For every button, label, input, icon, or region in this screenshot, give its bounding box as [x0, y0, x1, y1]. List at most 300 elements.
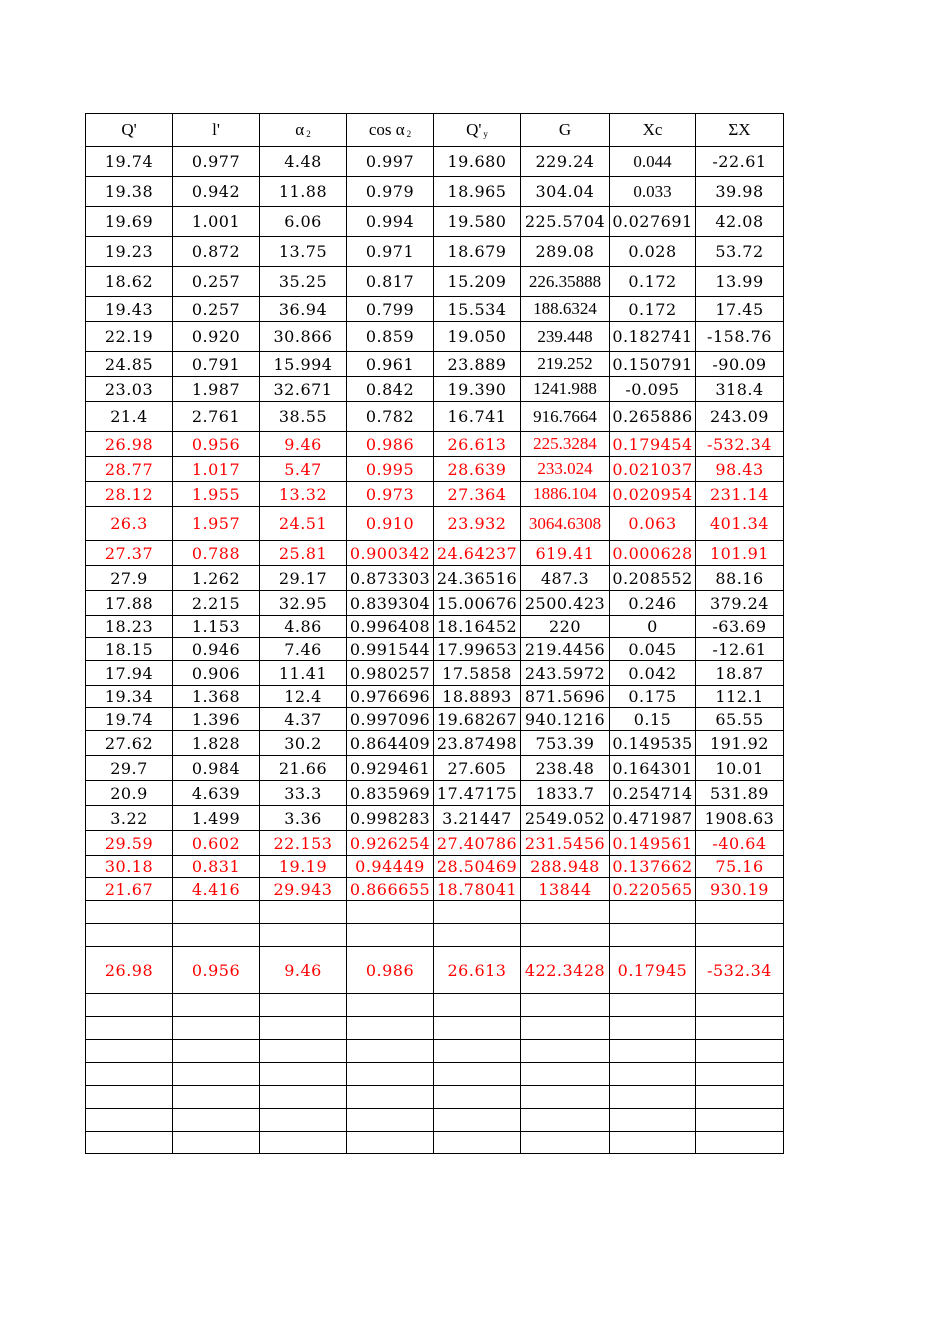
table-row — [86, 1040, 784, 1063]
cell-sum-x: 75.16 — [696, 856, 784, 878]
cell-cos-alpha2 — [347, 994, 434, 1017]
table-row — [86, 352, 784, 377]
table-row — [86, 924, 784, 947]
cell-xc: 0.182741 — [610, 322, 696, 352]
header-label: Xc — [642, 120, 663, 139]
cell-q-prime — [86, 994, 173, 1017]
cell-l-prime: 1.017 — [173, 457, 260, 482]
table-row — [86, 267, 784, 297]
table-row — [86, 1063, 784, 1086]
cell-xc: -0.095 — [610, 377, 696, 402]
cell-sum-x: 231.14 — [696, 482, 784, 507]
cell-l-prime: 0.956 — [173, 947, 260, 994]
cell-sum-x: 42.08 — [696, 207, 784, 237]
cell-l-prime: 0.788 — [173, 541, 260, 566]
cell-xc: 0.020954 — [610, 482, 696, 507]
cell-q-prime: 28.77 — [86, 457, 173, 482]
header-label: G — [558, 120, 572, 139]
cell-alpha2: 6.06 — [260, 207, 347, 237]
cell-alpha2: 30.2 — [260, 731, 347, 756]
cell-cos-alpha2: 0.971 — [347, 237, 434, 267]
cell-cos-alpha2: 0.873303 — [347, 566, 434, 591]
cell-xc: 0.149535 — [610, 731, 696, 756]
header-label: Q' — [121, 120, 137, 139]
header-sum-x — [696, 114, 784, 147]
cell-q-prime-y: 23.932 — [434, 507, 521, 541]
header-label: α — [295, 120, 305, 139]
cell-q-prime-y: 18.8893 — [434, 686, 521, 708]
cell-xc: 0.179454 — [610, 432, 696, 457]
cell-sum-x — [696, 994, 784, 1017]
cell-sum-x — [696, 1017, 784, 1040]
cell-cos-alpha2: 0.980257 — [347, 661, 434, 686]
table-row — [86, 1132, 784, 1154]
cell-l-prime — [173, 901, 260, 924]
cell-q-prime-y: 26.613 — [434, 947, 521, 994]
cell-q-prime — [86, 1040, 173, 1063]
cell-sum-x: 1908.63 — [696, 806, 784, 831]
cell-g: 13844 — [521, 878, 610, 901]
cell-q-prime: 18.62 — [86, 267, 173, 297]
cell-l-prime: 0.602 — [173, 831, 260, 856]
cell-q-prime: 18.15 — [86, 638, 173, 661]
cell-alpha2: 25.81 — [260, 541, 347, 566]
cell-xc: 0.027691 — [610, 207, 696, 237]
table-row — [86, 541, 784, 566]
cell-q-prime-y: 16.741 — [434, 402, 521, 432]
cell-q-prime — [86, 924, 173, 947]
header-row — [86, 114, 784, 147]
cell-sum-x — [696, 1063, 784, 1086]
cell-q-prime-y — [434, 1040, 521, 1063]
table-row — [86, 901, 784, 924]
cell-sum-x: -532.34 — [696, 432, 784, 457]
cell-xc — [610, 1063, 696, 1086]
cell-cos-alpha2: 0.900342 — [347, 541, 434, 566]
cell-l-prime: 2.215 — [173, 591, 260, 616]
cell-alpha2 — [260, 1109, 347, 1132]
cell-q-prime-y: 24.64237 — [434, 541, 521, 566]
cell-q-prime: 19.34 — [86, 686, 173, 708]
cell-xc: 0.471987 — [610, 806, 696, 831]
cell-q-prime-y: 18.679 — [434, 237, 521, 267]
cell-xc: 0.028 — [610, 237, 696, 267]
cell-alpha2: 35.25 — [260, 267, 347, 297]
cell-cos-alpha2 — [347, 1086, 434, 1109]
cell-cos-alpha2: 0.998283 — [347, 806, 434, 831]
cell-q-prime: 19.38 — [86, 177, 173, 207]
cell-g: 239.448 — [521, 322, 610, 352]
cell-xc: 0.042 — [610, 661, 696, 686]
cell-alpha2 — [260, 994, 347, 1017]
cell-sum-x: 379.24 — [696, 591, 784, 616]
cell-xc: 0.175 — [610, 686, 696, 708]
header-label: Q' — [466, 120, 482, 139]
cell-sum-x: 930.19 — [696, 878, 784, 901]
cell-sum-x: 13.99 — [696, 267, 784, 297]
cell-q-prime: 20.9 — [86, 781, 173, 806]
cell-cos-alpha2: 0.996408 — [347, 616, 434, 638]
cell-xc: 0.137662 — [610, 856, 696, 878]
cell-q-prime-y: 28.639 — [434, 457, 521, 482]
cell-alpha2 — [260, 1017, 347, 1040]
cell-sum-x — [696, 901, 784, 924]
cell-g: 226.35888 — [521, 267, 610, 297]
cell-alpha2: 3.36 — [260, 806, 347, 831]
cell-q-prime — [86, 1063, 173, 1086]
cell-q-prime: 3.22 — [86, 806, 173, 831]
cell-q-prime: 17.94 — [86, 661, 173, 686]
cell-q-prime-y: 19.680 — [434, 147, 521, 177]
cell-q-prime-y: 24.36516 — [434, 566, 521, 591]
cell-l-prime: 0.831 — [173, 856, 260, 878]
cell-alpha2: 12.4 — [260, 686, 347, 708]
cell-cos-alpha2: 0.986 — [347, 947, 434, 994]
cell-cos-alpha2: 0.842 — [347, 377, 434, 402]
cell-cos-alpha2: 0.995 — [347, 457, 434, 482]
table-row — [86, 322, 784, 352]
table-row — [86, 297, 784, 322]
cell-xc: 0.033 — [610, 177, 696, 207]
cell-l-prime — [173, 1086, 260, 1109]
table-row — [86, 638, 784, 661]
cell-l-prime: 0.946 — [173, 638, 260, 661]
table-body — [86, 147, 784, 1154]
cell-g: 233.024 — [521, 457, 610, 482]
cell-g: 619.41 — [521, 541, 610, 566]
cell-q-prime-y: 28.50469 — [434, 856, 521, 878]
cell-q-prime: 29.7 — [86, 756, 173, 781]
cell-g: 422.3428 — [521, 947, 610, 994]
cell-g — [521, 1132, 610, 1154]
cell-sum-x: -40.64 — [696, 831, 784, 856]
cell-q-prime-y: 15.00676 — [434, 591, 521, 616]
header-alpha2 — [260, 114, 347, 147]
cell-cos-alpha2: 0.864409 — [347, 731, 434, 756]
cell-cos-alpha2 — [347, 1063, 434, 1086]
cell-alpha2 — [260, 1132, 347, 1154]
cell-sum-x: 17.45 — [696, 297, 784, 322]
cell-cos-alpha2: 0.94449 — [347, 856, 434, 878]
cell-g: 1833.7 — [521, 781, 610, 806]
cell-g: 871.5696 — [521, 686, 610, 708]
cell-l-prime: 1.001 — [173, 207, 260, 237]
table-row — [86, 507, 784, 541]
cell-g: 231.5456 — [521, 831, 610, 856]
table-row — [86, 661, 784, 686]
cell-g: 304.04 — [521, 177, 610, 207]
cell-cos-alpha2: 0.986 — [347, 432, 434, 457]
cell-cos-alpha2: 0.859 — [347, 322, 434, 352]
cell-sum-x — [696, 1086, 784, 1109]
cell-q-prime-y: 23.889 — [434, 352, 521, 377]
header-label: ΣX — [728, 120, 751, 139]
cell-q-prime: 27.9 — [86, 566, 173, 591]
header-l-prime — [173, 114, 260, 147]
cell-q-prime: 24.85 — [86, 352, 173, 377]
cell-cos-alpha2: 0.817 — [347, 267, 434, 297]
cell-q-prime-y: 15.209 — [434, 267, 521, 297]
table-row — [86, 831, 784, 856]
cell-alpha2 — [260, 1063, 347, 1086]
cell-q-prime-y: 19.580 — [434, 207, 521, 237]
cell-xc: 0.045 — [610, 638, 696, 661]
cell-xc — [610, 1086, 696, 1109]
cell-q-prime: 27.37 — [86, 541, 173, 566]
table-row — [86, 1109, 784, 1132]
cell-q-prime-y: 18.16452 — [434, 616, 521, 638]
table-row — [86, 1017, 784, 1040]
cell-xc: 0.208552 — [610, 566, 696, 591]
cell-sum-x: 39.98 — [696, 177, 784, 207]
cell-cos-alpha2: 0.979 — [347, 177, 434, 207]
cell-q-prime: 30.18 — [86, 856, 173, 878]
cell-cos-alpha2: 0.991544 — [347, 638, 434, 661]
cell-alpha2: 24.51 — [260, 507, 347, 541]
cell-alpha2: 29.17 — [260, 566, 347, 591]
cell-sum-x: 191.92 — [696, 731, 784, 756]
cell-alpha2: 29.943 — [260, 878, 347, 901]
header-label: l' — [212, 120, 220, 139]
cell-sum-x: -63.69 — [696, 616, 784, 638]
cell-sum-x: 98.43 — [696, 457, 784, 482]
cell-g: 289.08 — [521, 237, 610, 267]
cell-g — [521, 1063, 610, 1086]
cell-q-prime: 26.98 — [86, 432, 173, 457]
header-xc — [610, 114, 696, 147]
cell-xc: 0.254714 — [610, 781, 696, 806]
cell-q-prime-y: 23.87498 — [434, 731, 521, 756]
cell-alpha2: 36.94 — [260, 297, 347, 322]
cell-q-prime-y — [434, 1109, 521, 1132]
cell-alpha2: 11.88 — [260, 177, 347, 207]
cell-l-prime: 1.262 — [173, 566, 260, 591]
cell-cos-alpha2: 0.926254 — [347, 831, 434, 856]
cell-alpha2: 11.41 — [260, 661, 347, 686]
cell-sum-x: -532.34 — [696, 947, 784, 994]
cell-g: 219.4456 — [521, 638, 610, 661]
cell-xc: 0.172 — [610, 267, 696, 297]
cell-cos-alpha2: 0.866655 — [347, 878, 434, 901]
cell-alpha2: 7.46 — [260, 638, 347, 661]
cell-sum-x: 10.01 — [696, 756, 784, 781]
table-row — [86, 591, 784, 616]
cell-q-prime: 19.74 — [86, 708, 173, 731]
cell-q-prime-y: 27.605 — [434, 756, 521, 781]
cell-q-prime-y: 26.613 — [434, 432, 521, 457]
cell-sum-x — [696, 1132, 784, 1154]
cell-sum-x: 101.91 — [696, 541, 784, 566]
cell-q-prime: 29.59 — [86, 831, 173, 856]
cell-xc — [610, 901, 696, 924]
table-row — [86, 686, 784, 708]
cell-cos-alpha2: 0.910 — [347, 507, 434, 541]
cell-sum-x: 243.09 — [696, 402, 784, 432]
cell-l-prime — [173, 1040, 260, 1063]
cell-l-prime — [173, 1017, 260, 1040]
cell-alpha2: 32.95 — [260, 591, 347, 616]
cell-cos-alpha2: 0.997096 — [347, 708, 434, 731]
cell-g — [521, 924, 610, 947]
cell-g: 3064.6308 — [521, 507, 610, 541]
cell-xc: 0.000628 — [610, 541, 696, 566]
cell-q-prime — [86, 1109, 173, 1132]
cell-g: 220 — [521, 616, 610, 638]
cell-g — [521, 1086, 610, 1109]
table-row — [86, 708, 784, 731]
cell-cos-alpha2 — [347, 1017, 434, 1040]
cell-q-prime: 19.69 — [86, 207, 173, 237]
cell-alpha2: 4.48 — [260, 147, 347, 177]
cell-l-prime: 0.257 — [173, 267, 260, 297]
cell-q-prime-y — [434, 1063, 521, 1086]
cell-alpha2: 32.671 — [260, 377, 347, 402]
cell-sum-x: 53.72 — [696, 237, 784, 267]
cell-q-prime: 27.62 — [86, 731, 173, 756]
cell-l-prime: 0.906 — [173, 661, 260, 686]
cell-q-prime — [86, 1086, 173, 1109]
table-row — [86, 756, 784, 781]
cell-alpha2: 4.37 — [260, 708, 347, 731]
cell-g: 1886.104 — [521, 482, 610, 507]
cell-alpha2: 13.75 — [260, 237, 347, 267]
cell-q-prime-y: 17.99653 — [434, 638, 521, 661]
cell-xc — [610, 1040, 696, 1063]
cell-sum-x: 18.87 — [696, 661, 784, 686]
cell-alpha2: 38.55 — [260, 402, 347, 432]
cell-q-prime: 23.03 — [86, 377, 173, 402]
cell-l-prime — [173, 1109, 260, 1132]
cell-sum-x: -158.76 — [696, 322, 784, 352]
cell-q-prime-y — [434, 1086, 521, 1109]
cell-alpha2 — [260, 1086, 347, 1109]
cell-xc: 0.063 — [610, 507, 696, 541]
cell-q-prime-y: 15.534 — [434, 297, 521, 322]
table-row — [86, 1086, 784, 1109]
cell-q-prime: 19.23 — [86, 237, 173, 267]
cell-q-prime-y — [434, 1132, 521, 1154]
cell-l-prime: 1.153 — [173, 616, 260, 638]
cell-g: 2500.423 — [521, 591, 610, 616]
cell-alpha2: 21.66 — [260, 756, 347, 781]
cell-xc: 0.17945 — [610, 947, 696, 994]
cell-xc: 0.220565 — [610, 878, 696, 901]
cell-xc — [610, 1109, 696, 1132]
table-row — [86, 878, 784, 901]
cell-xc: 0.150791 — [610, 352, 696, 377]
cell-q-prime: 21.67 — [86, 878, 173, 901]
cell-alpha2: 9.46 — [260, 947, 347, 994]
cell-xc: 0.265886 — [610, 402, 696, 432]
cell-l-prime: 0.956 — [173, 432, 260, 457]
cell-g: 487.3 — [521, 566, 610, 591]
table-row — [86, 207, 784, 237]
cell-cos-alpha2: 0.994 — [347, 207, 434, 237]
cell-sum-x: 65.55 — [696, 708, 784, 731]
cell-g — [521, 1109, 610, 1132]
cell-cos-alpha2: 0.782 — [347, 402, 434, 432]
table-row — [86, 377, 784, 402]
cell-q-prime-y — [434, 994, 521, 1017]
cell-q-prime — [86, 1017, 173, 1040]
cell-sum-x: -22.61 — [696, 147, 784, 177]
cell-q-prime: 18.23 — [86, 616, 173, 638]
header-label: cos α — [368, 120, 405, 139]
table-row — [86, 994, 784, 1017]
cell-xc: 0.172 — [610, 297, 696, 322]
cell-q-prime-y — [434, 924, 521, 947]
cell-g: 225.5704 — [521, 207, 610, 237]
cell-cos-alpha2 — [347, 1040, 434, 1063]
cell-g: 188.6324 — [521, 297, 610, 322]
header-subscript: 2 — [406, 129, 412, 139]
cell-q-prime-y: 27.364 — [434, 482, 521, 507]
cell-l-prime: 0.791 — [173, 352, 260, 377]
cell-alpha2 — [260, 1040, 347, 1063]
cell-l-prime: 1.955 — [173, 482, 260, 507]
cell-sum-x: 318.4 — [696, 377, 784, 402]
cell-cos-alpha2: 0.973 — [347, 482, 434, 507]
cell-alpha2: 5.47 — [260, 457, 347, 482]
cell-l-prime: 0.984 — [173, 756, 260, 781]
cell-q-prime-y: 19.68267 — [434, 708, 521, 731]
cell-q-prime: 21.4 — [86, 402, 173, 432]
cell-q-prime-y: 18.965 — [434, 177, 521, 207]
header-subscript: y — [483, 129, 488, 139]
table-row — [86, 402, 784, 432]
table-row — [86, 806, 784, 831]
cell-l-prime — [173, 924, 260, 947]
cell-g: 2549.052 — [521, 806, 610, 831]
cell-q-prime: 28.12 — [86, 482, 173, 507]
cell-l-prime: 0.257 — [173, 297, 260, 322]
cell-g — [521, 1017, 610, 1040]
table-row — [86, 616, 784, 638]
cell-xc — [610, 1017, 696, 1040]
cell-sum-x: -90.09 — [696, 352, 784, 377]
cell-l-prime: 0.942 — [173, 177, 260, 207]
cell-xc: 0.246 — [610, 591, 696, 616]
cell-g — [521, 994, 610, 1017]
cell-l-prime — [173, 1063, 260, 1086]
cell-cos-alpha2: 0.839304 — [347, 591, 434, 616]
header-cos-alpha2 — [347, 114, 434, 147]
cell-q-prime-y: 27.40786 — [434, 831, 521, 856]
cell-g: 288.948 — [521, 856, 610, 878]
table-row — [86, 566, 784, 591]
cell-xc: 0 — [610, 616, 696, 638]
cell-xc — [610, 994, 696, 1017]
cell-g — [521, 1040, 610, 1063]
table-row — [86, 432, 784, 457]
cell-alpha2: 13.32 — [260, 482, 347, 507]
cell-l-prime: 1.828 — [173, 731, 260, 756]
cell-l-prime: 0.920 — [173, 322, 260, 352]
cell-l-prime: 1.396 — [173, 708, 260, 731]
cell-q-prime: 22.19 — [86, 322, 173, 352]
cell-l-prime: 1.368 — [173, 686, 260, 708]
cell-q-prime-y — [434, 1017, 521, 1040]
cell-xc — [610, 924, 696, 947]
cell-sum-x: 401.34 — [696, 507, 784, 541]
cell-cos-alpha2: 0.997 — [347, 147, 434, 177]
cell-q-prime-y: 17.47175 — [434, 781, 521, 806]
cell-alpha2: 30.866 — [260, 322, 347, 352]
cell-q-prime: 17.88 — [86, 591, 173, 616]
cell-sum-x: -12.61 — [696, 638, 784, 661]
cell-sum-x: 88.16 — [696, 566, 784, 591]
cell-g: 238.48 — [521, 756, 610, 781]
